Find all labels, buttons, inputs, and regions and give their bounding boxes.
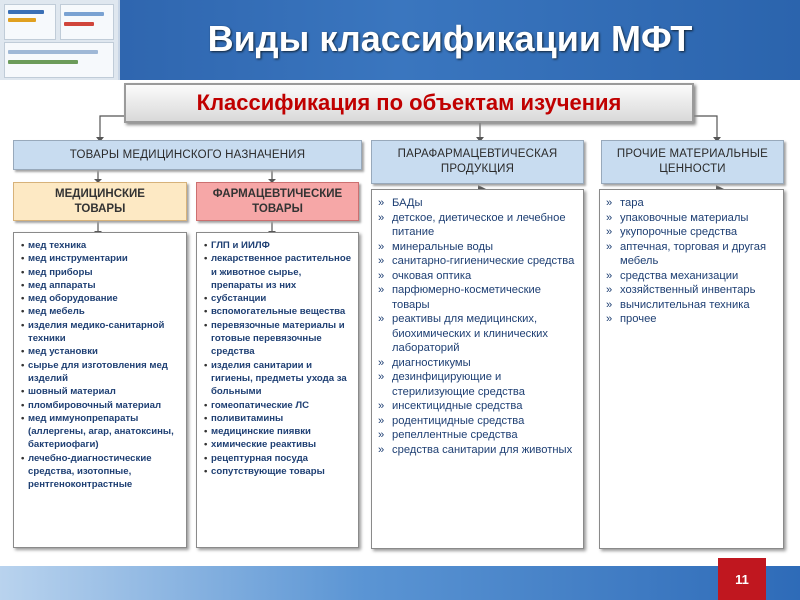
list-item: • мед приборы [28, 266, 183, 279]
subgroup-medical-goods: МЕДИЦИНСКИЕ ТОВАРЫ [13, 182, 187, 221]
list-item: » репеллентные средства [392, 428, 579, 443]
group-parapharma: ПАРАФАРМАЦЕВТИЧЕСКАЯ ПРОДУКЦИЯ [371, 140, 584, 184]
list-item: » инсектицидные средства [392, 399, 579, 414]
list-item: • субстанции [211, 292, 355, 305]
list-item: » аптечная, торговая и другая мебель [620, 240, 779, 269]
list-item: • сырье для изготовления мед изделий [28, 359, 183, 386]
list-item: » укупорочные средства [620, 225, 779, 240]
list-item: • гомеопатические ЛС [211, 399, 355, 412]
page-title: Виды классификации МФТ [207, 18, 693, 59]
list-item: » средства механизации [620, 269, 779, 284]
group-other: ПРОЧИЕ МАТЕРИАЛЬНЫЕ ЦЕННОСТИ [601, 140, 784, 184]
list-item: • мед иммунопрепараты (аллергены, агар, анатоксины, бактериофаги) [28, 412, 183, 452]
list-other [599, 189, 784, 549]
list-item: » диагностикумы [392, 356, 579, 371]
list-item: » прочее [620, 312, 779, 327]
list-item: » хозяйственный инвентарь [620, 283, 779, 298]
list-item: • мед мебель [28, 305, 183, 318]
list-item: » реактивы для медицинских, биохимических и клинических лабораторий [392, 312, 579, 356]
list-item: • лечебно-диагностические средства, изотопные, рентгеноконтрастные [28, 452, 183, 492]
list-item: • медицинские пиявки [211, 425, 355, 438]
classification-box: Классификация по объектам изучения [124, 83, 694, 123]
list-item: » очковая оптика [392, 269, 579, 284]
list-item: » минеральные воды [392, 240, 579, 255]
list-item: » упаковочные материалы [620, 211, 779, 226]
list-parapharma [371, 189, 584, 549]
list-item: • мед установки [28, 345, 183, 358]
footer-bar [0, 566, 800, 600]
list-item: • изделия санитарии и гигиены, предметы ухода за больными [211, 359, 355, 399]
list-item: » дезинфицирующие и стерилизующие средства [392, 370, 579, 399]
list-item: » средства санитарии для животных [392, 443, 579, 458]
list-item: • пломбировочный материал [28, 399, 183, 412]
list-item: • ГЛП и ИИЛФ [211, 239, 355, 252]
page-number: 11 [718, 558, 766, 600]
list-item: » тара [620, 196, 779, 211]
list-item: » БАДы [392, 196, 579, 211]
list-pharma-goods [196, 232, 359, 548]
group-medical-purpose: ТОВАРЫ МЕДИЦИНСКОГО НАЗНАЧЕНИЯ [13, 140, 362, 170]
list-item: • мед оборудование [28, 292, 183, 305]
list-item: » детское, диетическое и лечебное питание [392, 211, 579, 240]
list-item: » санитарно-гигиенические средства [392, 254, 579, 269]
list-item: » вычислительная техника [620, 298, 779, 313]
list-medical-goods [13, 232, 187, 548]
list-item: • химические реактивы [211, 438, 355, 451]
list-item: • вспомогательные вещества [211, 305, 355, 318]
list-item: » родентицидные средства [392, 414, 579, 429]
list-item: • поливитамины [211, 412, 355, 425]
list-item: • мед аппараты [28, 279, 183, 292]
list-item: • сопутствующие товары [211, 465, 355, 478]
subgroup-pharma-goods: ФАРМАЦЕВТИЧЕСКИЕ ТОВАРЫ [196, 182, 359, 221]
list-item: • рецептурная посуда [211, 452, 355, 465]
list-item: • перевязочные материалы и готовые перевязочные средства [211, 319, 355, 359]
list-item: • шовный материал [28, 385, 183, 398]
list-item: • мед инструментарии [28, 252, 183, 265]
list-item: • изделия медико-санитарной техники [28, 319, 183, 346]
list-item: • лекарственное растительное и животное сырье, препараты из них [211, 252, 355, 292]
list-item: » парфюмерно-косметические товары [392, 283, 579, 312]
list-item: • мед техника [28, 239, 183, 252]
